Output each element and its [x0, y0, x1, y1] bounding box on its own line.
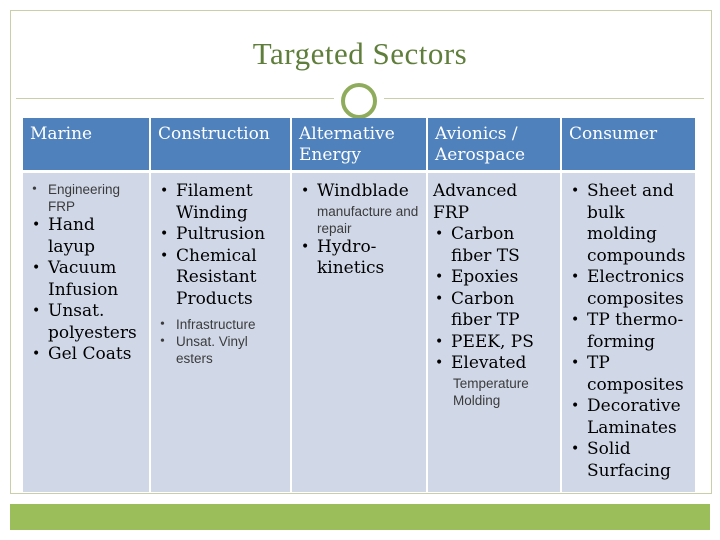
footer-bar — [10, 504, 710, 530]
cell-alternative-energy — [291, 172, 427, 492]
aerospace-lead: Advanced FRP — [433, 181, 518, 223]
list-item: • Hydro-kinetics — [299, 237, 422, 280]
header-consumer: Consumer — [561, 118, 695, 172]
list-item: • Filament Winding — [158, 181, 286, 224]
sectors-table — [23, 118, 695, 492]
slide-title: Targeted Sectors — [252, 36, 468, 71]
list-item: • Unsat. polyesters — [30, 301, 145, 344]
list-item: • Epoxies — [433, 267, 556, 289]
header-avionics-aerospace: Avionics / Aerospace — [427, 118, 561, 172]
cell-marine — [23, 172, 150, 492]
list-item: • Engineering FRP — [30, 181, 145, 215]
circle-ornament-icon — [341, 83, 377, 119]
header-construction: Construction — [150, 118, 291, 172]
list-item: • Elevated — [433, 353, 556, 375]
list-item-subtext: manufacture and repair — [317, 203, 419, 236]
list-item: • Electronics composites — [569, 267, 691, 310]
list-item: • Vacuum Infusion — [30, 258, 145, 301]
cell-consumer — [561, 172, 695, 492]
list-item: • Infrastructure — [158, 316, 286, 333]
list-item: • Pultrusion — [158, 224, 286, 246]
cell-construction — [150, 172, 291, 492]
header-row — [23, 118, 695, 172]
content-row — [23, 172, 695, 492]
list-item: • PEEK, PS — [433, 332, 556, 354]
divider-left — [16, 98, 334, 99]
header-alternative-energy: Alternative Energy — [291, 118, 427, 172]
list-item: • Unsat. Vinyl esters — [158, 333, 286, 367]
list-item-subtext: Temperature Molding — [453, 375, 529, 408]
list-item: • TP composites — [569, 353, 691, 396]
list-item: • Solid Surfacing — [569, 439, 691, 482]
divider-right — [384, 98, 704, 99]
list-item: • Hand layup — [30, 215, 145, 258]
list-item: • Gel Coats — [30, 344, 145, 366]
list-item: • Sheet and bulk molding compounds — [569, 181, 691, 267]
list-item: • Chemical Resistant Products — [158, 246, 286, 311]
list-item: • Decorative Laminates — [569, 396, 691, 439]
list-item — [299, 181, 422, 203]
cell-avionics-aerospace — [427, 172, 561, 492]
list-item: • TP thermo-forming — [569, 310, 691, 353]
list-item-label: Windblade — [317, 181, 409, 201]
list-item: • Carbon fiber TP — [433, 289, 556, 332]
header-marine: Marine — [23, 118, 150, 172]
list-item: • Carbon fiber TS — [433, 224, 556, 267]
